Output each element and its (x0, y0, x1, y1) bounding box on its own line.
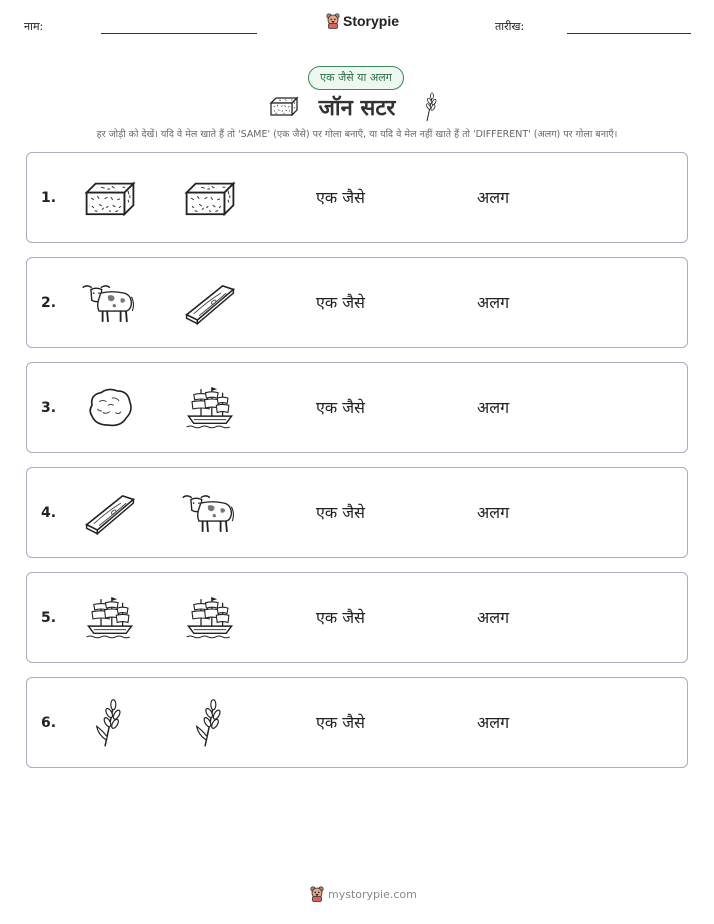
row-number: 1. (41, 190, 57, 206)
hay-bale-icon (83, 173, 137, 223)
cow-icon (181, 488, 235, 538)
different-option[interactable]: अलग (477, 503, 510, 522)
same-option[interactable]: एक जैसे (316, 608, 365, 627)
different-option[interactable]: अलग (477, 188, 510, 207)
different-option[interactable]: अलग (477, 398, 510, 417)
storypie-logo (326, 13, 399, 29)
bear-mascot-icon (310, 886, 324, 902)
gold-nugget-icon (83, 383, 137, 433)
row-number: 6. (41, 715, 57, 731)
plank-icon (183, 278, 237, 328)
footer-site-link[interactable]: mystorypie.com (328, 887, 417, 901)
date-field-line[interactable] (567, 33, 691, 34)
row-number: 3. (41, 400, 57, 416)
ship-icon (183, 383, 237, 433)
worksheet-title: जॉन सटर (318, 96, 396, 121)
bear-mascot-icon (326, 13, 340, 29)
hay-bale-icon (183, 173, 237, 223)
plank-icon (83, 488, 137, 538)
same-option[interactable]: एक जैसे (316, 293, 365, 312)
row-number: 4. (41, 505, 57, 521)
worksheet-type-badge: एक जैसे या अलग (308, 66, 404, 90)
cow-icon (81, 278, 135, 328)
different-option[interactable]: अलग (477, 608, 510, 627)
pair-row-4 (26, 467, 688, 558)
footer (310, 886, 417, 902)
wheat-icon (420, 92, 440, 122)
wheat-icon (83, 698, 137, 748)
date-label: तारीख: (495, 20, 525, 33)
same-option[interactable]: एक जैसे (316, 503, 365, 522)
same-option[interactable]: एक जैसे (316, 188, 365, 207)
pair-row-2 (26, 257, 688, 348)
name-field-line[interactable] (101, 33, 257, 34)
pair-row-5 (26, 572, 688, 663)
row-number: 2. (41, 295, 57, 311)
row-number: 5. (41, 610, 57, 626)
wheat-icon (183, 698, 237, 748)
ship-icon (183, 593, 237, 643)
different-option[interactable]: अलग (477, 293, 510, 312)
name-label: नाम: (24, 20, 44, 33)
different-option[interactable]: अलग (477, 713, 510, 732)
same-option[interactable]: एक जैसे (316, 398, 365, 417)
pair-row-1 (26, 152, 688, 243)
ship-icon (83, 593, 137, 643)
pair-row-3 (26, 362, 688, 453)
instructions-text: हर जोड़ी को देखें। यदि वे मेल खाते हैं तो 'SAME' (एक जैसे) पर गोला बनाएँ, या यदि वे मेल नहीं खाते हैं तो 'DIFFERENT' (अलग) पर गोला बनाएँ। (96, 129, 618, 140)
logo-text: Storypie (343, 13, 400, 29)
same-option[interactable]: एक जैसे (316, 713, 365, 732)
pair-row-6 (26, 677, 688, 768)
